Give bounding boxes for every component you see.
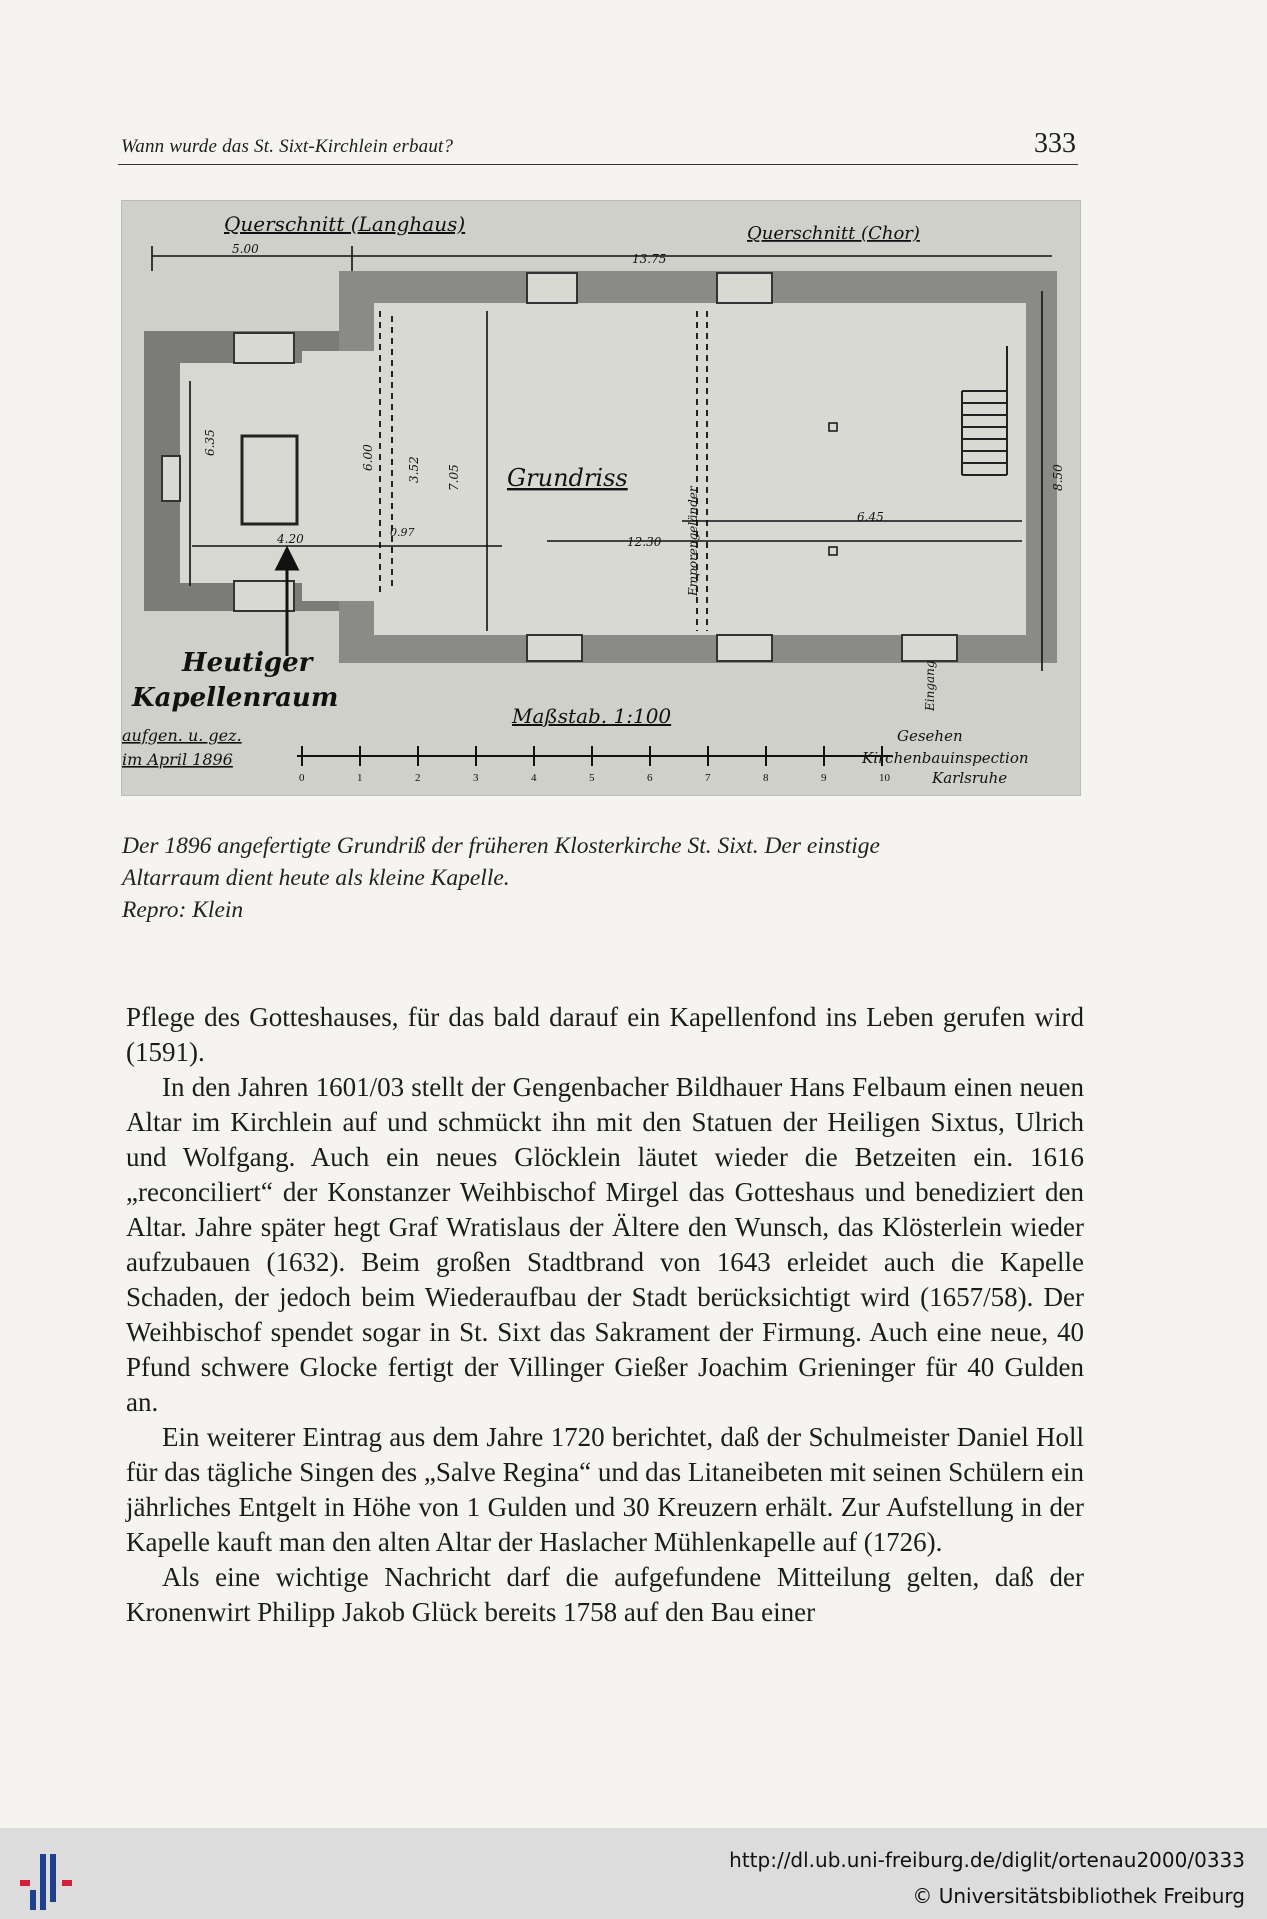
running-title: Wann wurde das St. Sixt-Kirchlein erbaut?: [121, 136, 454, 157]
label-authority-2: Kirchenbauinspection: [862, 749, 1029, 767]
caption-line-2: Altarraum dient heute als kleine Kapelle.: [122, 865, 510, 891]
paragraph-1: Pflege des Gotteshauses, für das bald darauf ein Kapellenfond ins Leben gerufen wird (1591).: [126, 1002, 1084, 1067]
scale-number: 6: [647, 772, 653, 784]
scale-number: 1: [357, 772, 363, 784]
paragraph-4: Als eine wichtige Nachricht darf die aufgefundene Mitteilung gelten, daß der Kronenwirt Philipp Jakob Glück bereits 1758 auf den Bau einer: [126, 1562, 1084, 1627]
floor-plan-drawing: [122, 201, 1080, 795]
label-section-choir: Querschnitt (Chor): [747, 223, 920, 244]
scale-number: 8: [763, 772, 769, 784]
scale-number: 3: [473, 772, 479, 784]
dim-850: 8.50: [1051, 464, 1065, 491]
label-scale: Maßstab. 1:100: [512, 704, 672, 728]
running-head: [118, 128, 1078, 165]
caption-credit: Repro: Klein: [122, 897, 244, 923]
dim-1375: 13.75: [632, 252, 667, 266]
label-present-chapel-1: Heutiger: [182, 648, 313, 678]
label-recorded-1: aufgen. u. gez.: [122, 726, 242, 745]
paragraph-3: Ein weiterer Eintrag aus dem Jahre 1720 berichtet, daß der Schulmeister Daniel Holl für das tägliche Singen des „Salve Regina“ und das Litaneibeten mit seinen Schülern ein jährliches Entgelt in Höhe von 1 Gulden und 30 Kreuzern erhält. Zur Aufstellung in der Kapelle kauft man den alten Altar der Haslacher Mühlenkapelle auf (1726).: [126, 1422, 1084, 1557]
copyright-notice: © Universitätsbibliothek Freiburg: [912, 1884, 1245, 1908]
label-gallery: Emporengeländer: [686, 486, 700, 596]
dim-1230: 12.30: [627, 535, 662, 549]
dim-420: 4.20: [277, 532, 304, 546]
scale-number: 0: [299, 772, 305, 784]
caption-line-1: Der 1896 angefertigte Grundriß der früheren Klosterkirche St. Sixt. Der einstige: [122, 833, 880, 859]
ub-freiburg-logo-icon: [16, 1850, 82, 1910]
scale-number: 5: [589, 772, 595, 784]
label-recorded-2: im April 1896: [122, 750, 233, 769]
label-section-nave: Querschnitt (Langhaus): [224, 212, 466, 236]
figure-caption: [122, 830, 1082, 926]
dim-500: 5.00: [232, 242, 259, 256]
label-plan: Grundriss: [507, 464, 628, 492]
dim-600: 6.00: [361, 444, 375, 471]
dim-097: 0.97: [390, 526, 415, 539]
label-authority-3: Karlsruhe: [932, 769, 1008, 787]
label-entrance: Eingang: [923, 660, 937, 711]
dim-352: 3.52: [407, 456, 421, 483]
floor-plan-figure: [121, 200, 1081, 796]
scale-number: 4: [531, 772, 537, 784]
dim-635: 6.35: [203, 429, 217, 456]
permalink[interactable]: http://dl.ub.uni-freiburg.de/diglit/ortenau2000/0333: [729, 1848, 1245, 1872]
page-number: 333: [1034, 128, 1076, 159]
dim-705: 7.05: [447, 464, 461, 491]
label-authority-1: Gesehen: [897, 727, 963, 745]
body-text: [126, 1000, 1084, 1630]
scale-number: 2: [415, 772, 421, 784]
footer-bar: [0, 1828, 1267, 1919]
paragraph-2: In den Jahren 1601/03 stellt der Gengenbacher Bildhauer Hans Felbaum einen neuen Altar im Kirchlein auf und schmückt ihn mit den Statuen der Heiligen Sixtus, Ulrich und Wolfgang. Auch ein neues Glöcklein läutet wieder die Betzeiten ein. 1616 „reconciliert“ der Konstanzer Weihbischof Mirgel das Gotteshaus und benediziert den Altar. Jahre später hegt Graf Wratislaus der Ältere den Wunsch, das Klösterlein wieder aufzubauen (1632). Beim großen Stadtbrand von 1643 erleidet auch die Kapelle Schaden, der jedoch beim Wiederaufbau der Stadt berücksichtigt wird (1657/58). Der Weihbischof spendet sogar in St. Sixt das Sakrament der Firmung. Auch eine neue, 40 Pfund schwere Glocke fertigt der Villinger Gießer Joachim Grieninger für 40 Gulden an.: [126, 1072, 1084, 1417]
scale-number: 9: [821, 772, 827, 784]
scale-number: 10: [879, 772, 890, 784]
scale-number: 7: [705, 772, 711, 784]
dim-645: 6.45: [857, 510, 884, 524]
label-present-chapel-2: Kapellenraum: [132, 683, 339, 713]
